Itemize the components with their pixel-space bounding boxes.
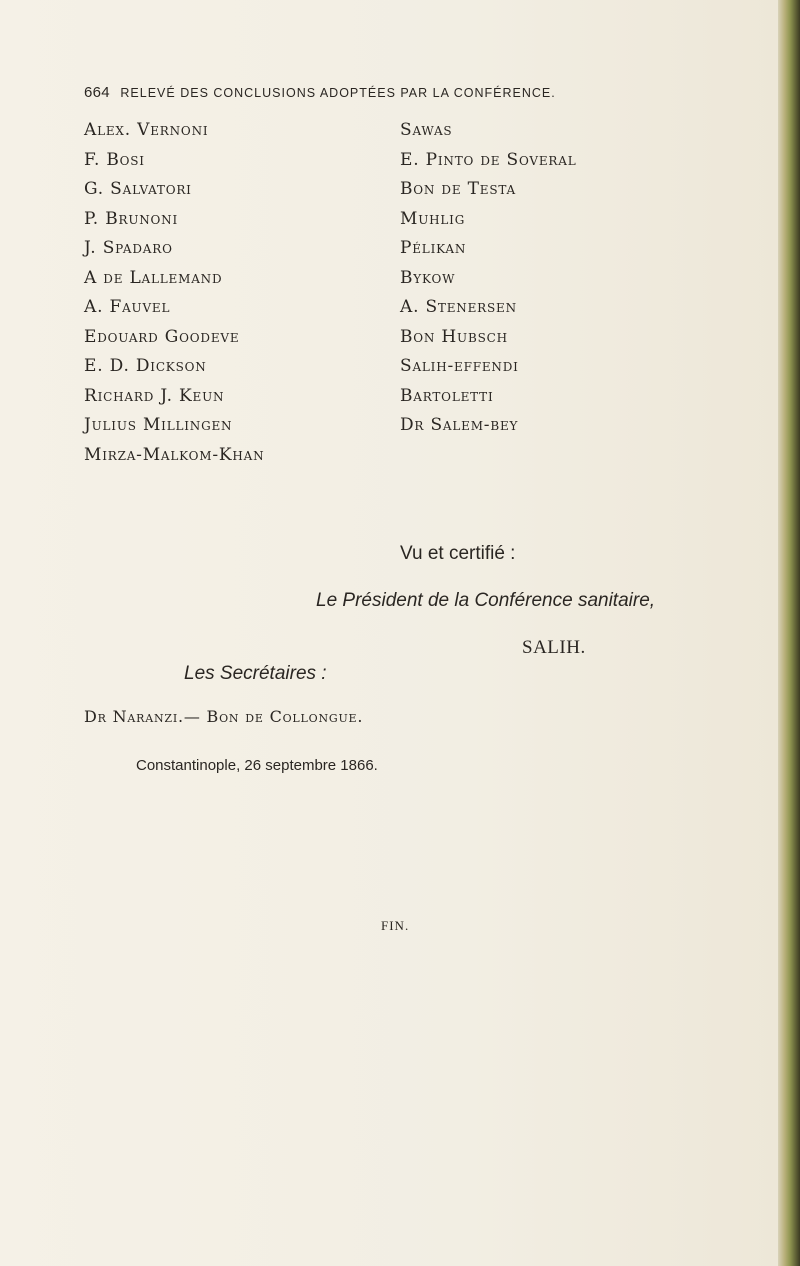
certification-line: Vu et certifié : (400, 543, 516, 564)
signatory-name: Alex. Vernoni (84, 120, 209, 140)
signatory-name: Richard J. Keun (84, 385, 225, 406)
book-edge-shadow (778, 0, 800, 1266)
president-title: Le Président de la Conférence sanitaire, (316, 590, 656, 611)
end-mark: FIN. (381, 918, 410, 933)
signatory-name: Salih-effendi (400, 356, 519, 376)
signatory-name: Bon de Testa (400, 179, 516, 199)
signatories-left-column (84, 119, 264, 473)
signatory-name: Bartoletti (400, 385, 494, 406)
signatory-name: Pélikan (400, 238, 467, 258)
signatory-name: Bykow (400, 267, 456, 288)
page-number: 664 (84, 84, 110, 101)
signatories-right-column (400, 119, 577, 444)
signatory-name: Mirza-Malkom-Khan (84, 444, 265, 465)
running-title: RELEVÉ DES CONCLUSIONS ADOPTÉES PAR LA CONFÉRENCE. (120, 86, 556, 100)
signatory-name: Edouard Goodeve (84, 326, 240, 347)
signatory-name: G. Salvatori (84, 179, 192, 199)
signatory-name: Julius Millingen (84, 415, 233, 435)
signatory-name: A. Fauvel (84, 297, 171, 317)
signatory-name: Dr Salem-bey (400, 415, 519, 435)
signatory-name: Sawas (400, 120, 453, 140)
page-header (84, 84, 684, 101)
signatory-name: A de Lallemand (84, 267, 223, 288)
signatory-name: P. Brunoni (84, 208, 179, 229)
signatory-name: A. Stenersen (400, 297, 517, 317)
signatory-name: F. Bosi (84, 149, 145, 170)
place-and-date: Constantinople, 26 septembre 1866. (136, 757, 378, 774)
signatory-name: J. Spadaro (84, 238, 173, 258)
president-name: SALIH. (522, 637, 586, 658)
signatory-name: E. D. Dickson (84, 356, 207, 376)
signatory-name: E. Pinto de Soveral (400, 149, 577, 170)
secretaries-names: Dr Naranzi.— Bon de Collongue. (84, 707, 364, 726)
secretaries-label: Les Secrétaires : (184, 663, 327, 684)
signatory-name: Muhlig (400, 208, 466, 229)
signatory-name: Bon Hubsch (400, 326, 508, 347)
